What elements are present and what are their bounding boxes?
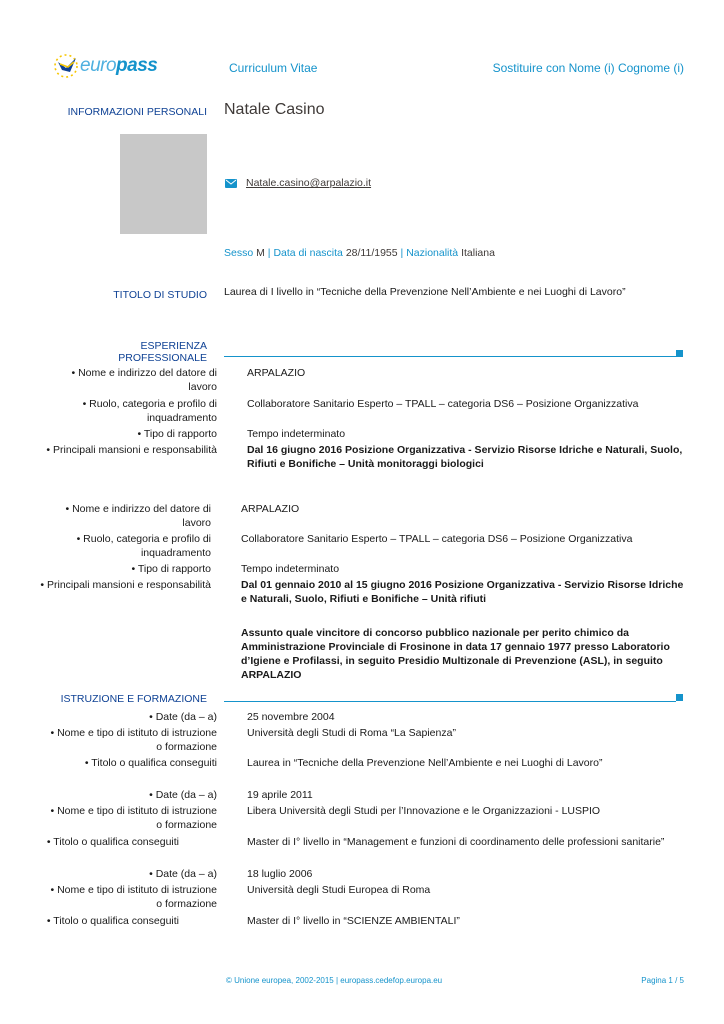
exp1-employer: ARPALAZIO bbox=[247, 367, 306, 379]
personal-details bbox=[224, 247, 495, 259]
exp1-duties: Dal 16 giugno 2016 Posizione Organizzativa - Servizio Risorse Idriche e Naturali, Suolo, Rifiuti e Bonifiche – Unità monitoraggi biologici bbox=[247, 444, 683, 470]
logo-text-euro: euro bbox=[80, 55, 117, 76]
footer-copyright: © Unione europea, 2002-2015 | europass.cedefop.europa.eu bbox=[226, 976, 443, 985]
edu1-inst-key: • Nome e tipo di istituto di istruzione o formazione bbox=[50, 727, 217, 753]
photo-placeholder bbox=[120, 134, 207, 234]
edu2-inst: Libera Università degli Studi per l’Innovazione e le Organizzazioni - LUSPIO bbox=[247, 805, 601, 817]
education-section-label: ISTRUZIONE E FORMAZIONE bbox=[60, 693, 207, 705]
edu3-inst-key: • Nome e tipo di istituto di istruzione o formazione bbox=[50, 884, 217, 910]
education-rule bbox=[224, 701, 676, 702]
experience-rule-end bbox=[676, 350, 683, 357]
exp1-role-key: • Ruolo, categoria e profilo di inquadramento bbox=[82, 398, 217, 424]
sex-value: M bbox=[256, 247, 265, 259]
exp2-role-key: • Ruolo, categoria e profilo di inquadramento bbox=[76, 533, 211, 559]
nationality-label: Nazionalità bbox=[406, 247, 459, 259]
exp1-type: Tempo indeterminato bbox=[247, 428, 346, 440]
edu2-date: 19 aprile 2011 bbox=[247, 789, 313, 801]
experience-label-line2: PROFESSIONALE bbox=[118, 352, 207, 364]
edu1-date: 25 novembre 2004 bbox=[247, 711, 335, 723]
email-icon bbox=[225, 179, 237, 188]
study-value: Laurea di I livello in “Tecniche della Prevenzione Nell’Ambiente e nei Luoghi di Lavoro” bbox=[224, 286, 626, 298]
separator: | bbox=[400, 247, 404, 259]
exp2-type-key: • Tipo di rapporto bbox=[131, 563, 211, 575]
experience-section-label bbox=[118, 340, 207, 364]
edu1-date-key: • Date (da – a) bbox=[149, 711, 217, 723]
education-rule-end bbox=[676, 694, 683, 701]
europass-star-icon bbox=[52, 52, 82, 80]
edu1-title-key: • Titolo o qualifica conseguiti bbox=[84, 757, 217, 769]
exp2-type: Tempo indeterminato bbox=[241, 563, 340, 575]
edu2-title: Master di I° livello in “Management e funzioni di coordinamento delle professioni sanitarie” bbox=[247, 836, 665, 848]
logo-text-pass: pass bbox=[116, 55, 158, 76]
birth-label: Data di nascita bbox=[273, 247, 343, 259]
nationality-value: Italiana bbox=[461, 247, 495, 259]
exp2-duties: Dal 01 gennaio 2010 al 15 giugno 2016 Posizione Organizzativa - Servizio Risorse Idriche e Naturali, Suolo, Rifiuti e Bonifiche – Unità rifiuti bbox=[241, 579, 684, 605]
edu3-date-key: • Date (da – a) bbox=[149, 868, 217, 880]
edu1-title: Laurea in “Tecniche della Prevenzione Nell’Ambiente e nei Luoghi di Lavoro” bbox=[247, 757, 603, 769]
exp2-employer-key: • Nome e indirizzo del datore di lavoro bbox=[65, 503, 211, 529]
study-section-label: TITOLO DI STUDIO bbox=[113, 289, 207, 301]
exp1-role: Collaboratore Sanitario Esperto – TPALL – categoria DS6 – Posizione Organizzativa bbox=[247, 398, 639, 410]
europass-logo bbox=[52, 52, 158, 82]
edu2-title-key: • Titolo o qualifica conseguiti bbox=[46, 836, 179, 848]
edu3-inst: Università degli Studi Europea di Roma bbox=[247, 884, 431, 896]
exp1-employer-key: • Nome e indirizzo del datore di lavoro bbox=[71, 367, 217, 393]
exp2-duties-key: • Principali mansioni e responsabilità bbox=[40, 579, 211, 591]
edu2-inst-key: • Nome e tipo di istituto di istruzione o formazione bbox=[50, 805, 217, 831]
footer-page-number: Pagina 1 / 5 bbox=[641, 976, 684, 985]
sex-label: Sesso bbox=[224, 247, 254, 259]
exp2-extra: Assunto quale vincitore di concorso pubblico nazionale per perito chimico da Amministrazione Provinciale di Frosinone in data 17 gennaio 1977 presso Laboratorio d’Igiene e Profilassi, in seguito Presidio Multizonale di Prevenzione (ASL), in seguito ARPALAZIO bbox=[241, 627, 670, 681]
edu1-inst: Università degli Studi di Roma “La Sapienza” bbox=[247, 727, 456, 739]
experience-label-line1: ESPERIENZA bbox=[140, 340, 207, 352]
edu3-title-key: • Titolo o qualifica conseguiti bbox=[46, 915, 179, 927]
replace-name: Sostituire con Nome (i) Cognome (i) bbox=[492, 61, 684, 75]
exp1-type-key: • Tipo di rapporto bbox=[137, 428, 217, 440]
birth-value: 28/11/1955 bbox=[345, 247, 398, 259]
personal-section-label: INFORMAZIONI PERSONALI bbox=[67, 106, 207, 118]
separator: | bbox=[267, 247, 271, 259]
edu2-date-key: • Date (da – a) bbox=[149, 789, 217, 801]
exp2-employer: ARPALAZIO bbox=[241, 503, 300, 515]
exp1-duties-key: • Principali mansioni e responsabilità bbox=[46, 444, 217, 456]
exp2-role: Collaboratore Sanitario Esperto – TPALL – categoria DS6 – Posizione Organizzativa bbox=[241, 533, 633, 545]
person-name: Natale Casino bbox=[224, 101, 325, 118]
experience-rule bbox=[224, 356, 676, 357]
edu3-date: 18 luglio 2006 bbox=[247, 868, 313, 880]
email-link[interactable]: Natale.casino@arpalazio.it bbox=[246, 177, 372, 189]
edu3-title: Master di I° livello in “SCIENZE AMBIENTALI” bbox=[247, 915, 460, 927]
cv-label: Curriculum Vitae bbox=[229, 61, 318, 75]
